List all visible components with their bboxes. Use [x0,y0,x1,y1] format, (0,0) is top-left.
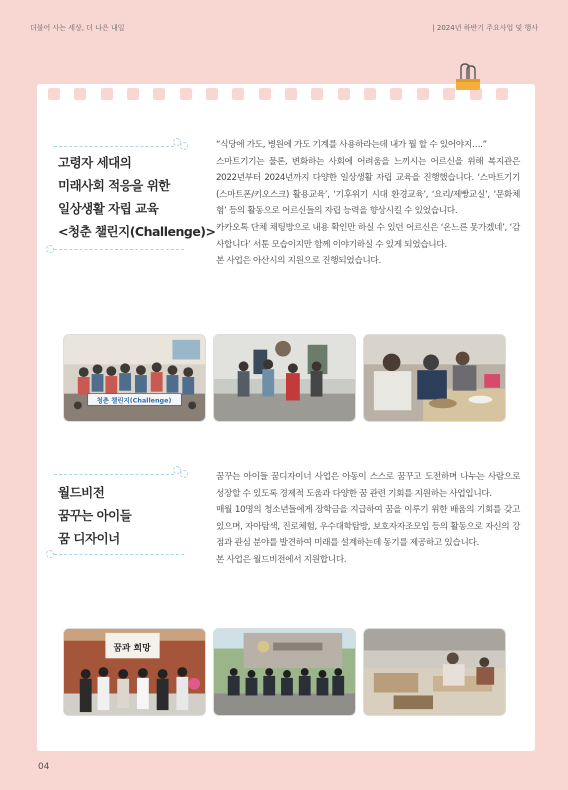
section2-title-line: 꿈꾸는 아이들 [58,508,132,523]
photo-university-visit [213,628,356,716]
photo-cooking-class [363,334,506,422]
binder-hole [153,88,165,100]
page-number: 04 [38,762,50,772]
decor-dashed-line [54,146,174,147]
binder-hole [101,88,113,100]
binder-hole [311,88,323,100]
photo-calligraphy-group [63,628,206,716]
decor-dashed-ring [46,550,54,558]
section2-title [58,481,131,550]
section1-title [58,151,215,243]
section1-title-line: 미래사회 적응을 위한 [58,178,170,193]
binder-hole [364,88,376,100]
binder-hole [206,88,218,100]
section2-paragraph: 매월 10명의 청소년들에게 장학금을 지급하여 꿈을 이루기 위한 배움의 기회를 갖고 있으며, 자아탐색, 진로체험, 우수대학탐방, 보호자자조모임 등의 활동으로 자신의 강점과 관심 분야를 발견하여 미래를 설계하는데 동기를 제공하고 있습니다. [216,505,520,549]
binder-hole [338,88,350,100]
decor-dashed-ring [180,470,188,478]
section1-paragraph: 본 사업은 아산시의 지원으로 진행되었습니다. [216,256,381,267]
decor-dashed-line [54,474,174,475]
decor-dashed-ring [46,245,54,253]
binder-hole [74,88,86,100]
section1-paragraph: 카카오톡 단체 채팅방으로 내용 확인만 하실 수 있던 어르신은 ‘온느른 못가겠네’, ‘감사합니다’ 서툰 모습이지만 함께 이야기하실 수 있게 되었습니다. [216,222,520,250]
header-right-text: | 2024년 하반기 주요사업 및 행사 [432,24,538,32]
binder-hole [127,88,139,100]
binder-hole [390,88,402,100]
section1-paragraph: 스마트기기는 물론, 변화하는 사회에 어려움을 느끼시는 어르신을 위해 복지관은 2022년부터 2024년까지 다양한 일상생활 자립 교육을 진행했습니다. ‘스마트기기(스마트폰/키오스크) 활용교육’, ‘기후위기 시대 환경교육’, ‘요리/제빵교실’, ‘문화체험’ 등의 활동으로 어르신들의 자립 능력을 향상시킬 수 있었습니다. [216,156,520,217]
binder-holes [48,88,508,102]
binder-hole [417,88,429,100]
binder-clip-icon [453,62,483,94]
binder-hole [180,88,192,100]
section1-body [216,137,520,270]
section2-title-line: 꿈 디자이너 [58,531,120,546]
header-left-text: 더불어 사는 세상, 더 나은 내일 [30,24,125,32]
section2-paragraph: 꿈꾸는 아이들 꿈디자이너 사업은 아동이 스스로 꿈꾸고 도전하며 나누는 사람으로 성장할 수 있도록 경제적 도움과 다양한 꿈 관련 기회를 지원하는 사업입니다. [216,472,520,499]
decor-dashed-line [54,249,184,250]
section2-title-line: 월드비전 [58,485,105,500]
binder-hole [48,88,60,100]
binder-hole [232,88,244,100]
photo-banner-text: 꿈과 희망 [113,643,151,654]
section1-title-line: 고령자 세대의 [58,155,132,170]
section1-title-line: <청춘 챌린지(Challenge)> [58,224,216,239]
photo-group-banner [63,334,206,422]
decor-dashed-line [54,554,184,555]
section1-paragraph: “식당에 가도, 병원에 가도 기계를 사용하라는데 내가 뭘 할 수 있어야지….” [216,140,487,150]
binder-hole [259,88,271,100]
section2-paragraph: 본 사업은 월드비전에서 지원합니다. [216,554,347,565]
binder-hole [496,88,508,100]
section2-body [216,469,520,569]
binder-hole [285,88,297,100]
section1-title-line: 일상생활 자립 교육 [58,201,159,216]
photo-kiosk-class [213,334,356,422]
decor-dashed-ring [180,142,188,150]
photo-workshop-activity [363,628,506,716]
photo-banner-text: 청춘 챌린지(Challenge) [96,396,172,405]
